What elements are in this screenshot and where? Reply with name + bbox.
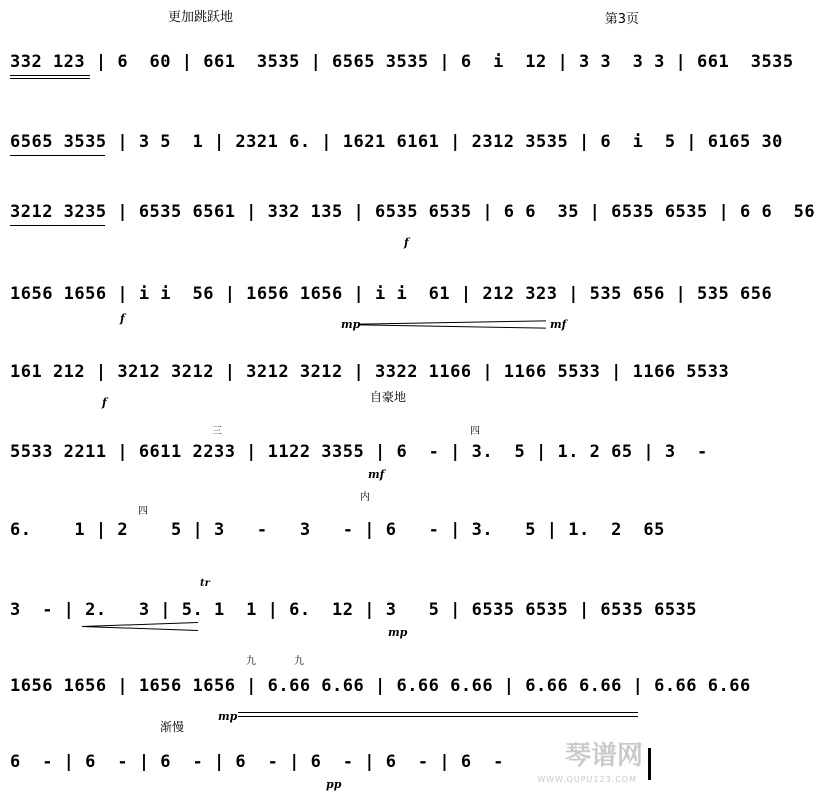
beam-line — [10, 78, 90, 79]
notation-line: 6. 1 | 2 5 | 3 - 3 - | 6 - | 3. 5 | 1. 2 65 — [10, 520, 665, 540]
beam-line — [10, 75, 90, 76]
crescendo-hairpin — [82, 626, 198, 631]
fingering-mark: 九 — [294, 656, 304, 667]
dynamic-f: f — [120, 312, 125, 325]
expression-marking: 更加跳跃地 — [168, 10, 234, 25]
fingering-mark: 九 — [246, 656, 256, 667]
page-number: 第3页 — [604, 12, 639, 27]
expression-proud: 自豪地 — [370, 390, 407, 404]
staff-row-4 — [0, 280, 773, 331]
staff-row-8 — [0, 578, 698, 646]
watermark-logo: 琴谱网 — [564, 741, 643, 771]
dynamic-mf: mf — [550, 318, 567, 331]
decrescendo-hairpin — [238, 716, 638, 717]
crescendo-hairpin — [358, 324, 546, 328]
staff-row-2 — [0, 128, 783, 168]
notation-line: 332 123 | 6 60 | 661 3535 | 6565 3535 | 6 i 12 | 3 3 3 3 | 661 3535 — [10, 52, 794, 72]
trill-mark: tr — [200, 578, 210, 589]
fingering-mark: 三 — [212, 426, 222, 437]
notation-line: 5533 2211 | 6611 2233 | 1122 3355 | 6 - | 3. 5 | 1. 2 65 | 3 - — [10, 442, 708, 462]
fingering-mark: 四 — [470, 426, 480, 437]
notation-line: 1656 1656 | i i 56 | 1656 1656 | i i 61 | 212 323 | 535 656 | 535 656 — [10, 284, 773, 304]
notation-line: 3212 3235 | 6535 6561 | 332 135 | 6535 6535 | 6 6 35 | 6535 6535 | 6 6 56 — [10, 202, 815, 222]
dynamic-f: f — [102, 396, 107, 409]
fingering-mark: 四 — [138, 506, 148, 517]
notation-line: 3 - | 2. 3 | 5. 1 1 | 6. 12 | 3 5 | 6535 6535 | 6535 6535 — [10, 600, 698, 620]
fingering-mark: 内 — [360, 492, 370, 503]
staff-row-1 — [0, 48, 794, 88]
watermark-url: WWW.QUPU123.COM — [537, 775, 637, 784]
dynamic-mf: mf — [368, 468, 385, 481]
notation-line: 161 212 | 3212 3212 | 3212 3212 | 3322 1166 | 1166 5533 | 1166 5533 — [10, 362, 730, 382]
notation-line: 1656 1656 | 1656 1656 | 6.66 6.66 | 6.66 6.66 | 6.66 6.66 | 6.66 6.66 — [10, 676, 751, 696]
staff-row-6 — [0, 426, 708, 488]
dynamic-pp: pp — [326, 778, 342, 791]
staff-row-5 — [0, 358, 730, 409]
expression-gradually-slow: 渐慢 — [160, 720, 185, 734]
staff-row-7 — [0, 492, 665, 560]
dynamic-f: f — [404, 236, 409, 249]
dynamic-mp: mp — [341, 318, 361, 331]
dynamic-mp: mp — [218, 710, 238, 723]
dynamic-mp: mp — [388, 626, 408, 639]
notation-line: 6565 3535 | 3 5 1 | 2321 6. | 1621 6161 | 2312 3535 | 6 i 5 | 6165 30 — [10, 132, 783, 152]
beam-line — [10, 155, 105, 156]
notation-line: 6 - | 6 - | 6 - | 6 - | 6 - | 6 - | 6 - — [10, 752, 504, 772]
beam-line — [10, 225, 105, 226]
final-barline — [648, 748, 651, 780]
staff-row-3 — [0, 198, 815, 249]
staff-row-9 — [0, 656, 751, 723]
decrescendo-hairpin — [238, 712, 638, 713]
